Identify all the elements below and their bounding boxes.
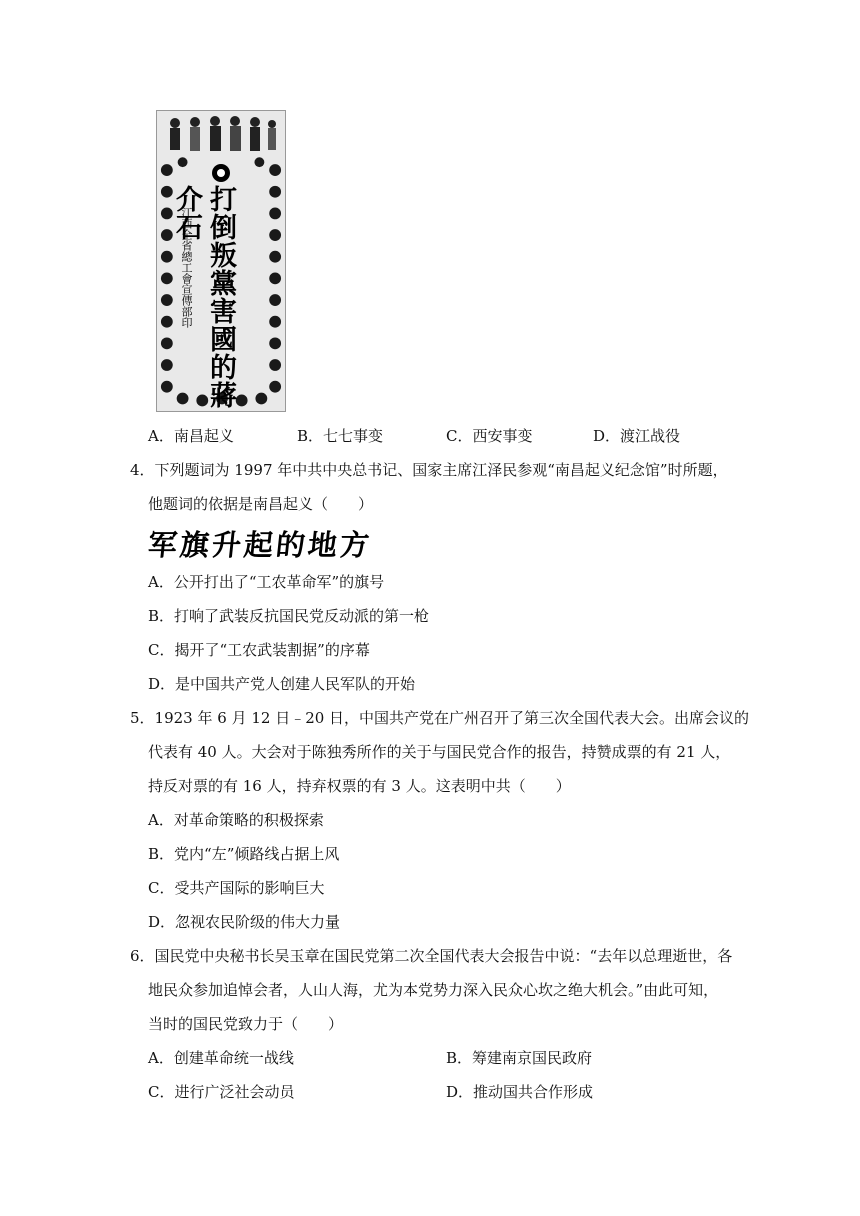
q6-option-c[interactable]: C．进行广泛社会动员: [148, 1083, 295, 1101]
q6-stem-line-3: 当时的国民党致力于（ ）: [148, 1015, 344, 1033]
poster-slogan: 打倒叛黨害國的蔣介石: [171, 185, 236, 409]
poster-issuer: 江西全省總工會宣傳部印: [180, 207, 193, 328]
q6-option-d[interactable]: D．推动国共合作形成: [446, 1083, 594, 1101]
q4-stem-line-2: 他题词的依据是南昌起义（ ）: [148, 495, 374, 513]
q4-option-a[interactable]: A．公开打出了“工农革命军”的旗号: [148, 573, 385, 591]
q3-option-a[interactable]: A．南昌起义: [148, 427, 234, 445]
q3-option-d[interactable]: D．渡江战役: [593, 427, 681, 445]
q4-option-d[interactable]: D．是中国共产党人创建人民军队的开始: [148, 675, 416, 693]
q4-stem-line-1: 4．下列题词为 1997 年中共中央总书记、国家主席江泽民参观“南昌起义纪念馆”时所题，: [130, 461, 728, 479]
party-emblem-icon: [211, 163, 231, 183]
q3-option-c[interactable]: C．西安事变: [446, 427, 533, 445]
q4-option-b[interactable]: B．打响了武装反抗国民党反动派的第一枪: [148, 607, 430, 625]
q5-option-d[interactable]: D．忽视农民阶级的伟大力量: [148, 913, 341, 931]
q6-option-a[interactable]: A．创建革命统一战线: [148, 1049, 294, 1067]
q3-option-b[interactable]: B．七七事变: [297, 427, 384, 445]
q5-stem-line-3: 持反对票的有 16 人，持弃权票的有 3 人。这表明中共（ ）: [148, 777, 571, 795]
q5-option-c[interactable]: C．受共产国际的影响巨大: [148, 879, 325, 897]
propaganda-poster-image: [156, 110, 286, 412]
q5-option-b[interactable]: B．党内“左”倾路线占据上风: [148, 845, 340, 863]
q6-stem-line-2: 地民众参加追悼会者，人山人海，尤为本党势力深入民众心坎之绝大机会。”由此可知，: [148, 981, 719, 999]
q6-option-b[interactable]: B．筹建南京国民政府: [446, 1049, 593, 1067]
q6-stem-line-1: 6．国民党中央秘书长吴玉章在国民党第二次全国代表大会报告中说：“去年以总理逝世，各: [130, 947, 733, 965]
calligraphy-inscription-image: 军旗升起的地方: [146, 528, 374, 562]
q5-stem-line-1: 5．1923 年 6 月 12 日﹣20 日，中国共产党在广州召开了第三次全国代表大会。出席会议的: [130, 709, 750, 727]
q4-option-c[interactable]: C．揭开了“工农武装割据”的序幕: [148, 641, 370, 659]
q5-option-a[interactable]: A．对革命策略的积极探索: [148, 811, 324, 829]
q5-stem-line-2: 代表有 40 人。大会对于陈独秀所作的关于与国民党合作的报告，持赞成票的有 21 人，: [148, 743, 731, 761]
